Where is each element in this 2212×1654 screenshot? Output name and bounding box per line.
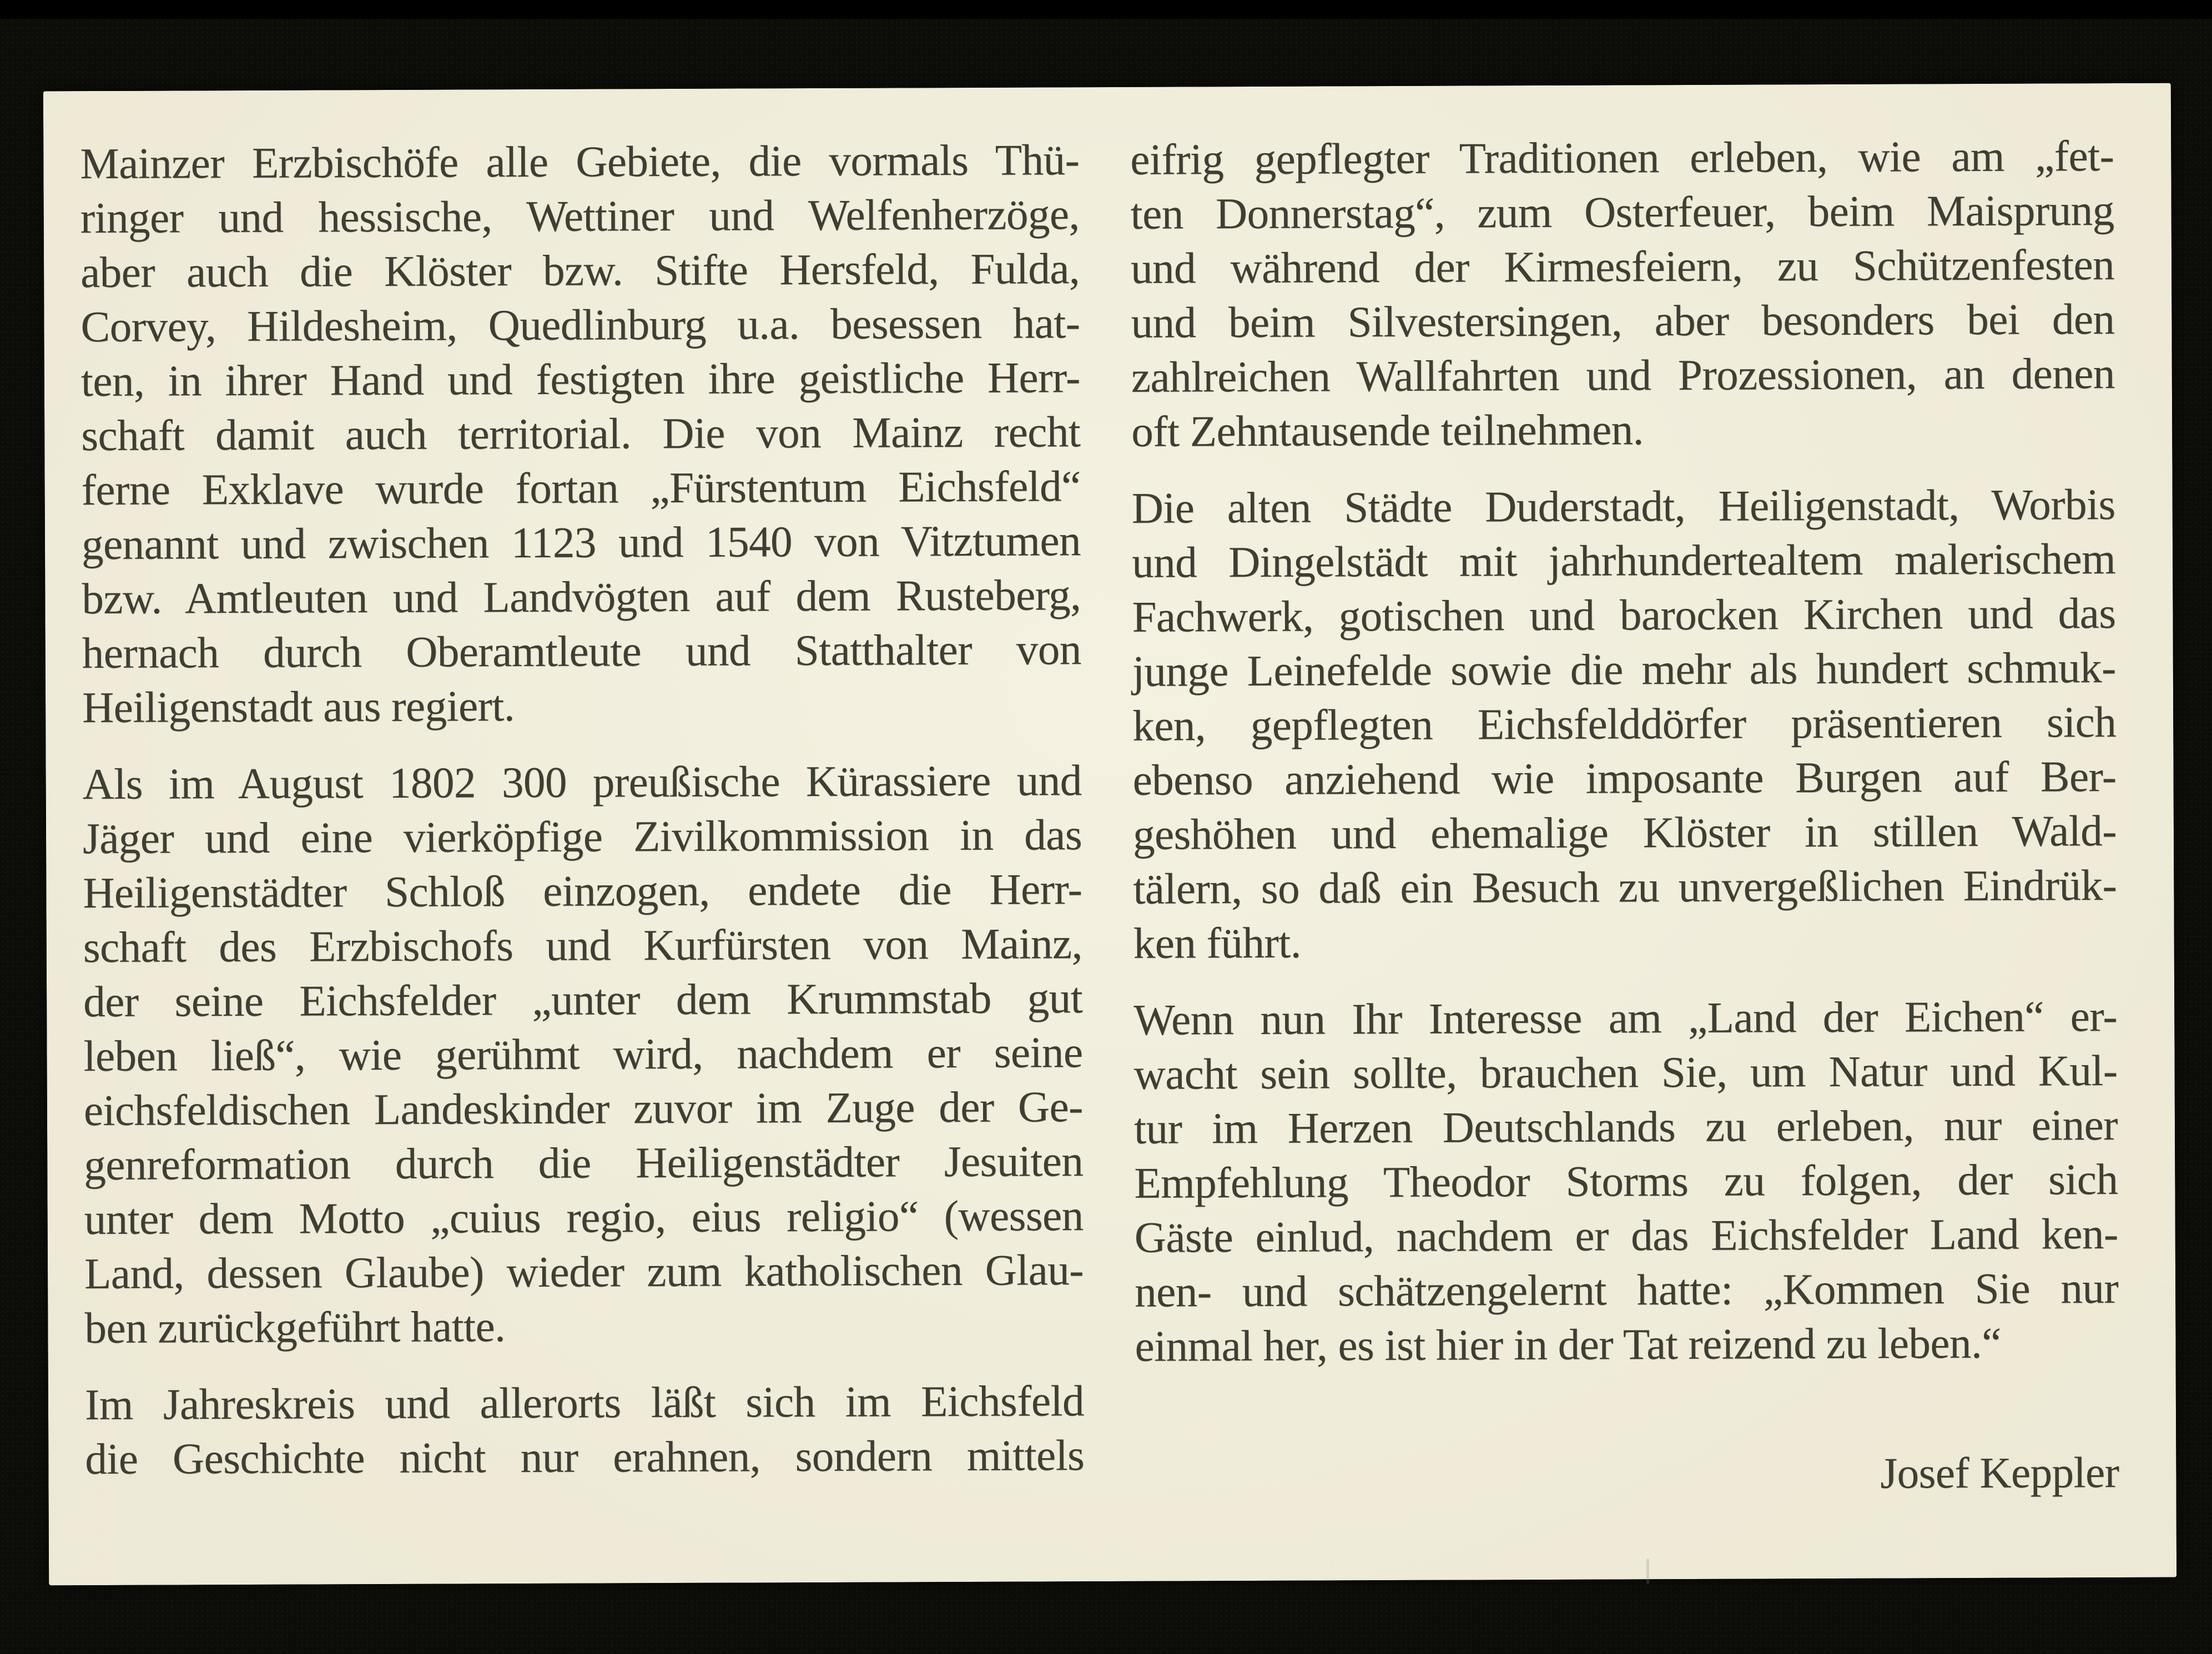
text-line: Als im August 1802 300 preußische Kürassiere und	[82, 757, 1082, 809]
text-line: ringer und hessische, Wettiner und Welfenherzöge,	[80, 190, 1080, 243]
text-line: tälern, so daß ein Besuch zu unvergeßlichen Eindrük-	[1133, 861, 2117, 914]
text-line: ten, in ihrer Hand und festigten ihre geistliche Herr-	[80, 354, 1081, 406]
paragraph	[80, 133, 1081, 735]
text-line: genannt und zwischen 1123 und 1540 von Vitztumen	[81, 517, 1081, 569]
text-line: Jäger und eine vierköpfige Zivilkommission in das	[82, 811, 1082, 864]
text-line: unter dem Motto „cuius regio, eius religio“ (wessen	[84, 1192, 1084, 1244]
text-column-right	[1130, 129, 2119, 1504]
text-line: aber auch die Klöster bzw. Stifte Hersfeld, Fulda,	[80, 245, 1080, 297]
text-line: ken führt.	[1133, 919, 1302, 968]
text-line: ben zurückgeführt hatte.	[84, 1303, 506, 1353]
scanned-paper-page	[43, 83, 2176, 1586]
text-line: Land, dessen Glaube) wieder zum katholischen Glau-	[84, 1246, 1084, 1299]
text-line: schaft damit auch territorial. Die von Mainz recht	[81, 408, 1081, 461]
text-line: genreformation durch die Heiligenstädter Jesuiten	[84, 1137, 1084, 1190]
text-line: die Geschichte nicht nur erahnen, sondern mittels	[85, 1431, 1085, 1484]
text-line: ebenso anziehend wie imposante Burgen auf Ber-	[1132, 753, 2117, 805]
text-line: der seine Eichsfelder „unter dem Krummstab gut	[83, 974, 1083, 1027]
text-line: ten Donnerstag“, zum Osterfeuer, beim Maisprung	[1130, 186, 2114, 239]
text-line: nen- und schätzengelernt hatte: „Kommen Sie nur	[1135, 1264, 2119, 1317]
text-line: geshöhen und ehemalige Klöster in stillen Wald-	[1132, 807, 2117, 859]
scanner-black-strip	[0, 0, 2212, 19]
text-line: Heiligenstädter Schloß einzogen, endete die Herr-	[83, 865, 1082, 918]
text-line: Fachwerk, gotischen und barocken Kirchen und das	[1132, 589, 2116, 642]
paragraph	[1130, 129, 2115, 460]
text-line: schaft des Erzbischofs und Kurfürsten von Mainz,	[83, 920, 1082, 972]
text-line: junge Leinefelde sowie die mehr als hundert schmuk-	[1132, 644, 2117, 696]
text-line: Wenn nun Ihr Interesse am „Land der Eichen“ er-	[1133, 992, 2118, 1045]
text-line: bzw. Amtleuten und Landvögten auf dem Rusteberg,	[82, 571, 1081, 624]
text-line: und während der Kirmesfeiern, zu Schützenfesten	[1130, 241, 2115, 293]
text-line: tur im Herzen Deutschlands zu erleben, nur einer	[1133, 1101, 2118, 1153]
paragraph	[1132, 478, 2117, 971]
text-line: und beim Silvestersingen, aber besonders bei den	[1131, 295, 2115, 347]
text-line: Im Jahreskreis und allerorts läßt sich im Eichsfeld	[84, 1377, 1085, 1430]
text-line: ken, gepflegten Eichsfelddörfer präsentieren sich	[1132, 698, 2117, 750]
text-line: leben ließ“, wie gerühmt wird, nachdem er seine	[83, 1028, 1083, 1081]
text-line: Gäste einlud, nachdem er das Eichsfelder Land ken-	[1134, 1210, 2118, 1262]
text-line: hernach durch Oberamtleute und Statthalter von	[82, 626, 1081, 678]
text-line: und Dingelstädt mit jahrhundertealtem malerischem	[1131, 535, 2116, 587]
text-line: wacht sein sollte, brauchen Sie, um Natur und Kul-	[1133, 1047, 2118, 1099]
text-line: Die alten Städte Duderstadt, Heiligenstadt, Worbis	[1131, 481, 2115, 533]
paragraph	[85, 1374, 1085, 1487]
text-line: ferne Exklave wurde fortan „Fürstentum Eichsfeld“	[81, 462, 1081, 515]
text-line: Empfehlung Theodor Storms zu folgen, der sich	[1134, 1156, 2118, 1208]
text-line: einmal her, es ist hier in der Tat reizend zu leben.“	[1135, 1319, 2001, 1371]
text-line: zahlreichen Wallfahrten und Prozessionen, an denen	[1131, 350, 2115, 402]
text-line: eifrig gepflegter Traditionen erleben, wie am „fet-	[1130, 132, 2114, 184]
paragraph	[1133, 990, 2119, 1374]
text-line: Corvey, Hildesheim, Quedlinburg u.a. besessen hat-	[80, 299, 1080, 352]
text-column-left	[80, 133, 1084, 1487]
author-signature: Josef Keppler	[1880, 1449, 2119, 1498]
text-column-right-paragraphs	[1130, 129, 2119, 1374]
text-line: Mainzer Erzbischöfe alle Gebiete, die vormals Thü-	[80, 136, 1080, 189]
text-line: eichsfeldischen Landeskinder zuvor im Zuge der Ge-	[83, 1083, 1084, 1136]
paragraph	[82, 754, 1084, 1356]
text-line: Heiligenstadt aus regiert.	[82, 682, 515, 733]
scan-artifact-mark	[1646, 1559, 1649, 1584]
text-line: oft Zehntausende teilnehmen.	[1131, 406, 1644, 456]
